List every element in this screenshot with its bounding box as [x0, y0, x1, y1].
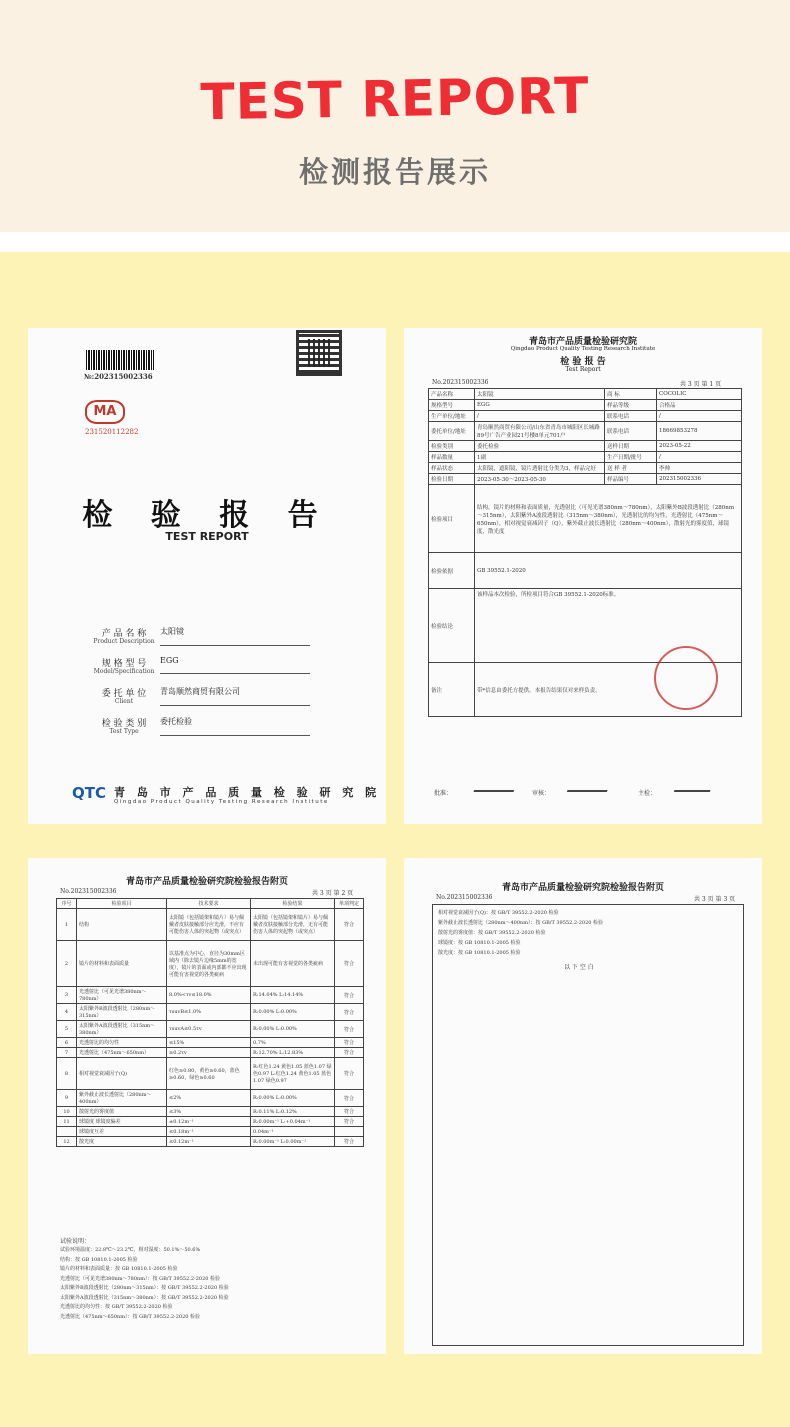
field-label-en: Model/Specification [93, 668, 155, 675]
cell-label: 样品状态 [429, 463, 475, 474]
cell-value: 委托检验 [475, 441, 605, 452]
cell-label: 产品名称 [429, 389, 475, 400]
table-row [57, 909, 364, 941]
cell-label: 检验依据 [429, 553, 475, 589]
table-cell: 太阳镜（包括镜架和镜片）易与佩戴者皮肤接触部分应光滑，不应有可能伤害人体的突起物（或突点） [167, 909, 251, 941]
page-title: TEST REPORT [200, 66, 590, 132]
p1-doc-title: 检 验 报 告 [560, 357, 606, 367]
cell-label: 联系电话 [605, 411, 657, 422]
field-value: 太阳镜 [160, 626, 310, 646]
table-row [57, 1058, 364, 1090]
cell-label: 送样日期 [605, 441, 657, 452]
table-cell: R:0.00% L:0.00% [251, 1090, 335, 1107]
table-cell: 2 [57, 941, 77, 987]
table-cell: 符合 [335, 1058, 364, 1090]
table-cell: 10 [57, 1107, 77, 1117]
table-cell: ≤2% [167, 1090, 251, 1107]
table-header: 检验结果 [251, 899, 335, 909]
cell-value: 结构，镜片的材料和表面质量，光透射比（可见光谱380nm～780nm），太阳紫外B波段透射比（280nm～315nm），太阳紫外A波段透射比（315nm～380nm），光透射比的均匀性，光透射比（475nm～650nm），相对视觉衰减因子（Q），紫外截止波长透射比（280nm～400nm），散射光的雾度值，球镜度，散光度 [475, 485, 742, 553]
header-banner [0, 0, 790, 232]
cell-label: 备注 [429, 663, 475, 717]
cell-label: 样品数量 [429, 452, 475, 463]
table-cell [57, 1127, 77, 1137]
table-cell: R:红色1.24 黄色1.05 蓝色1.07 绿色0.97 L:红色1.24 黄色1.05 蓝色1.07 绿色0.97 [251, 1058, 335, 1090]
cell-label: 检验项目 [429, 485, 475, 553]
table-cell: 相对视觉衰减因子(Q) [77, 1058, 167, 1090]
field-label-en: Product Description [93, 638, 155, 645]
table-row [57, 1048, 364, 1058]
note-line: 光透射比（可见光谱380nm～780nm）：按 GB/T 39552.2-2020 检验 [60, 1275, 221, 1282]
table-cell: ≥0.2τv [167, 1048, 251, 1058]
table-row [57, 1004, 364, 1021]
note-line: 太阳紫外A波段透射比（315nm～380nm）：按 GB/T 39552.2-2020 检验 [60, 1294, 229, 1301]
cma-logo-icon [85, 400, 125, 424]
table-cell: 7 [57, 1048, 77, 1058]
table-row [57, 941, 364, 987]
table-cell: R:0.00% L:0.00% [251, 1004, 335, 1021]
cell-label: 样品等级 [605, 400, 657, 411]
report-page-2-image[interactable] [28, 858, 386, 1354]
table-cell: ≤0.12m⁻¹ [167, 1137, 251, 1147]
qtc-logo-icon: QTC [72, 784, 106, 802]
table-cell: 符合 [335, 987, 364, 1004]
table-cell: τsuvB≤1.0% [167, 1004, 251, 1021]
table-cell: ≤0.18m⁻¹ [167, 1127, 251, 1137]
method-line: 散射光的雾度值：按 GB/T 39552.2-2020 检验 [438, 930, 546, 936]
cell-label: 送 样 者 [605, 463, 657, 474]
p2-report-no: No.202315002336 [60, 888, 117, 895]
field-value: 委托检验 [160, 716, 310, 736]
note-line: 光透射比（475nm～650nm）：按 GB/T 39552.2-2020 检验 [60, 1313, 201, 1320]
table-cell: ±0.12m⁻¹ [167, 1117, 251, 1127]
table-cell: 符合 [335, 1090, 364, 1107]
cell-label: 生产日期/批号 [605, 452, 657, 463]
table-cell: 符合 [335, 1137, 364, 1147]
method-line: 紫外截止波长透射比（280nm～400nm）：按 GB/T 39552.2-2020 检验 [438, 920, 604, 926]
table-cell: 散光度 [77, 1137, 167, 1147]
field-label: 检 验 类 别 [101, 719, 147, 729]
p1-report-no: No.202315002336 [432, 379, 489, 386]
p3-report-no: No.202315002336 [436, 894, 493, 901]
table-cell: R:0.11% L:0.12% [251, 1107, 335, 1117]
p1-approved-label: 批准： [434, 790, 453, 797]
table-row [57, 1127, 364, 1137]
cell-label: 商 标 [605, 389, 657, 400]
table-cell: 符合 [335, 1117, 364, 1127]
table-cell: 12 [57, 1137, 77, 1147]
cell-label: 检验类别 [429, 441, 475, 452]
table-cell: 1 [57, 909, 77, 941]
table-cell: 太阳紫外B波段透射比（280nm～315nm） [77, 1004, 167, 1021]
table-cell: 球镜度互差 [77, 1127, 167, 1137]
field-label: 产 品 名 称 [101, 629, 147, 639]
verifier-signature-icon [567, 780, 611, 792]
note-line: 太阳紫外B波段透射比（280nm～315nm）：按 GB/T 39552.2-2020 检验 [60, 1285, 229, 1291]
table-cell: R:12.70% L:12.83% [251, 1048, 335, 1058]
cell-value: / [657, 452, 742, 463]
tester-signature-icon [674, 780, 714, 792]
table-cell [335, 1127, 364, 1137]
p3-blank-note: 以 下 空 白 [564, 964, 594, 971]
table-cell: 未出现可能有害视觉的各类疵病 [251, 941, 335, 987]
note-line: 光透射比的均匀性：按 GB/T 39552.2-2020 检验 [60, 1304, 173, 1310]
cell-label: 检验日期 [429, 474, 475, 485]
table-cell: 符合 [335, 1021, 364, 1038]
table-cell: 光透射比的均匀性 [77, 1038, 167, 1048]
table-cell: 太阳镜（包括镜架和镜片）易与佩戴者皮肤接触部分光滑，无有可能伤害人体的突起物（或突点） [251, 909, 335, 941]
cell-value: 带*信息由委托方提供。本报告结果仅对来样负责。 [475, 663, 742, 717]
cover-field-model [88, 656, 358, 682]
cell-value: 太阳镜，遮阳镜，镜片透射比分类为3，样品完好 [475, 463, 605, 474]
table-cell: R:0.00% L:0.00% [251, 1021, 335, 1038]
cover-report-number: №:202315002336 [84, 372, 153, 381]
method-line: 相对视觉衰减因子(Q)：按 GB/T 39552.2-2020 检验 [438, 910, 559, 916]
cell-value: 2023-05-22 [657, 441, 742, 452]
approver-signature-icon [473, 778, 518, 792]
field-label-en: Client [114, 698, 134, 705]
table-cell: 紫外截止波长透射比（280nm～400nm） [77, 1090, 167, 1107]
table-cell: R:14.04% L:14.14% [251, 987, 335, 1004]
method-line: 散光度：按 GB 10810.1-2005 检验 [438, 950, 521, 956]
p1-tested-label: 主检： [638, 790, 657, 797]
p2-page-info: 共 3 页 第 2 页 [312, 890, 354, 897]
cell-value: 18669853278 [657, 422, 742, 441]
cell-value: / [475, 411, 605, 422]
table-cell: 镜片的材料和表面质量 [77, 941, 167, 987]
table-cell: 光透射比（可见光谱380nm～780nm） [77, 987, 167, 1004]
cover-field-testtype [88, 716, 358, 742]
p2-notes [60, 1246, 360, 1322]
table-cell: 5 [57, 1021, 77, 1038]
cell-label: 规格型号 [429, 400, 475, 411]
cell-value: 太阳镜 [475, 389, 605, 400]
table-row [57, 1107, 364, 1117]
table-cell: 6 [57, 1038, 77, 1048]
table-header: 检验项目 [77, 899, 167, 909]
cell-label: 检验结论 [429, 589, 475, 663]
cell-value: 1副 [475, 452, 605, 463]
field-label: 委 托 单 位 [101, 689, 147, 699]
cell-label: 生产单位/地址 [429, 411, 475, 422]
report-page-1-image[interactable] [404, 328, 762, 824]
institute-name-en: Qingdao Product Quality Testing Research Institute [114, 799, 329, 805]
p3-method-list [438, 908, 738, 958]
table-cell: 以基准点为中心，直径为30mm区域内（除去镜片边缘5mm的宽度），镜片的表面或内部都不应出现可能有害视觉的各类疵病 [167, 941, 251, 987]
cell-value: COCOLIC [657, 389, 742, 400]
table-row [57, 987, 364, 1004]
table-cell: 符合 [335, 1107, 364, 1117]
table-header: 技术要求 [167, 899, 251, 909]
table-cell: 红色≥0.80，黄色≥0.60，蓝色≥0.60，绿色≥0.60 [167, 1058, 251, 1090]
p3-page-info: 共 3 页 第 3 页 [694, 896, 736, 903]
table-cell: 8.0%<τv≤18.0% [167, 987, 251, 1004]
table-cell: 0.7% [251, 1038, 335, 1048]
cell-value: 该样品本次检验，所检项目符合GB 39552.1-2020标准。 [475, 589, 742, 663]
table-cell: 符合 [335, 1038, 364, 1048]
table-row [57, 1021, 364, 1038]
method-line: 球镜度：按 GB 10810.1-2005 检验 [438, 940, 521, 946]
institute-name: 青 岛 市 产 品 质 量 检 验 研 究 院 [114, 786, 381, 799]
table-cell: 符合 [335, 1004, 364, 1021]
cell-value: 合格品 [657, 400, 742, 411]
table-cell: 结构 [77, 909, 167, 941]
p2-results-table [56, 898, 364, 1147]
cover-field-client [88, 686, 358, 712]
cma-number: 231520112282 [85, 428, 139, 436]
cell-value: GB 39552.1-2020 [475, 553, 742, 589]
note-line: 结构：按 GB 10810.1-2005 检验 [60, 1256, 138, 1263]
p1-doc-title-en: Test Report [565, 366, 601, 373]
field-value: EGG [160, 656, 310, 674]
report-cover-image[interactable] [28, 328, 386, 824]
cma-mark-text: MA [93, 404, 117, 419]
page-subtitle: 检测报告展示 [298, 155, 491, 189]
table-cell: ≤3% [167, 1107, 251, 1117]
cell-value: 2023-05-30～2023-05-30 [475, 474, 605, 485]
table-cell: 3 [57, 987, 77, 1004]
note-line: 试验环境温度：22.8℃～23.2℃，相对湿度：50.1%～50.6% [60, 1247, 201, 1253]
table-row [57, 1117, 364, 1127]
p1-page-info: 共 3 页 第 1 页 [680, 381, 722, 388]
official-seal-icon [654, 646, 718, 710]
table-cell: 9 [57, 1090, 77, 1107]
cover-title: 检 验 报 告 [82, 498, 332, 533]
table-cell: R:0.00m⁻¹ L:0.00m⁻¹ [251, 1137, 335, 1147]
field-label: 规 格 型 号 [101, 659, 147, 669]
p2-title: 青岛市产品质量检验研究院检验报告附页 [125, 877, 288, 887]
table-cell: 球镜度 球镜度偏差 [77, 1117, 167, 1127]
table-cell: 符合 [335, 1048, 364, 1058]
cell-label: 联系电话 [605, 422, 657, 441]
qr-code-icon [296, 330, 342, 376]
cell-value: 李帅 [657, 463, 742, 474]
report-page-3-image[interactable] [404, 858, 762, 1354]
table-cell: 8 [57, 1058, 77, 1090]
cell-label: 样品编号 [605, 474, 657, 485]
table-cell: ≤15% [167, 1038, 251, 1048]
table-cell: 符合 [335, 941, 364, 987]
table-cell: 散射光的雾度值 [77, 1107, 167, 1117]
table-cell: 4 [57, 1004, 77, 1021]
table-cell: 11 [57, 1117, 77, 1127]
table-row [57, 1090, 364, 1107]
note-line: 镜片的材料和表面质量：按 GB 10810.1-2005 检验 [60, 1266, 178, 1272]
table-header: 序号 [57, 899, 77, 909]
cover-title-en: TEST REPORT [165, 530, 249, 543]
table-row [57, 1038, 364, 1048]
barcode-icon [86, 350, 154, 370]
cell-value: EGG [475, 400, 605, 411]
table-cell: τsuvA≤0.5τv [167, 1021, 251, 1038]
p2-notes-label: 试验说明： [60, 1238, 91, 1245]
table-cell: R:0.00m⁻¹ L:+0.04m⁻¹ [251, 1117, 335, 1127]
p3-title: 青岛市产品质量检验研究院检验报告附页 [501, 883, 664, 893]
p1-verified-label: 审核： [532, 790, 551, 797]
table-cell: 0.04m⁻¹ [251, 1127, 335, 1137]
table-header: 单项判定 [335, 899, 364, 909]
table-cell: 光透射比（475nm～650nm） [77, 1048, 167, 1058]
field-label-en: Test Type [109, 728, 139, 735]
cover-field-product [88, 626, 358, 652]
p1-institute-en: Qingdao Product Quality Testing Research Institute [510, 346, 656, 352]
cell-value: 青岛顺然商贸有限公司/山东省青岛市城阳区长城路89号广告产业园21号楼8单元701户 [475, 422, 605, 441]
table-cell: 符合 [335, 909, 364, 941]
field-value: 青岛顺然商贸有限公司 [160, 686, 310, 706]
cell-label: 委托单位/地址 [429, 422, 475, 441]
cell-value: / [657, 411, 742, 422]
p1-institute: 青岛市产品质量检验研究院 [528, 337, 637, 347]
cell-value: 202315002336 [657, 474, 742, 485]
table-row [57, 1137, 364, 1147]
table-cell: 太阳紫外A波段透射比（315nm～380nm） [77, 1021, 167, 1038]
